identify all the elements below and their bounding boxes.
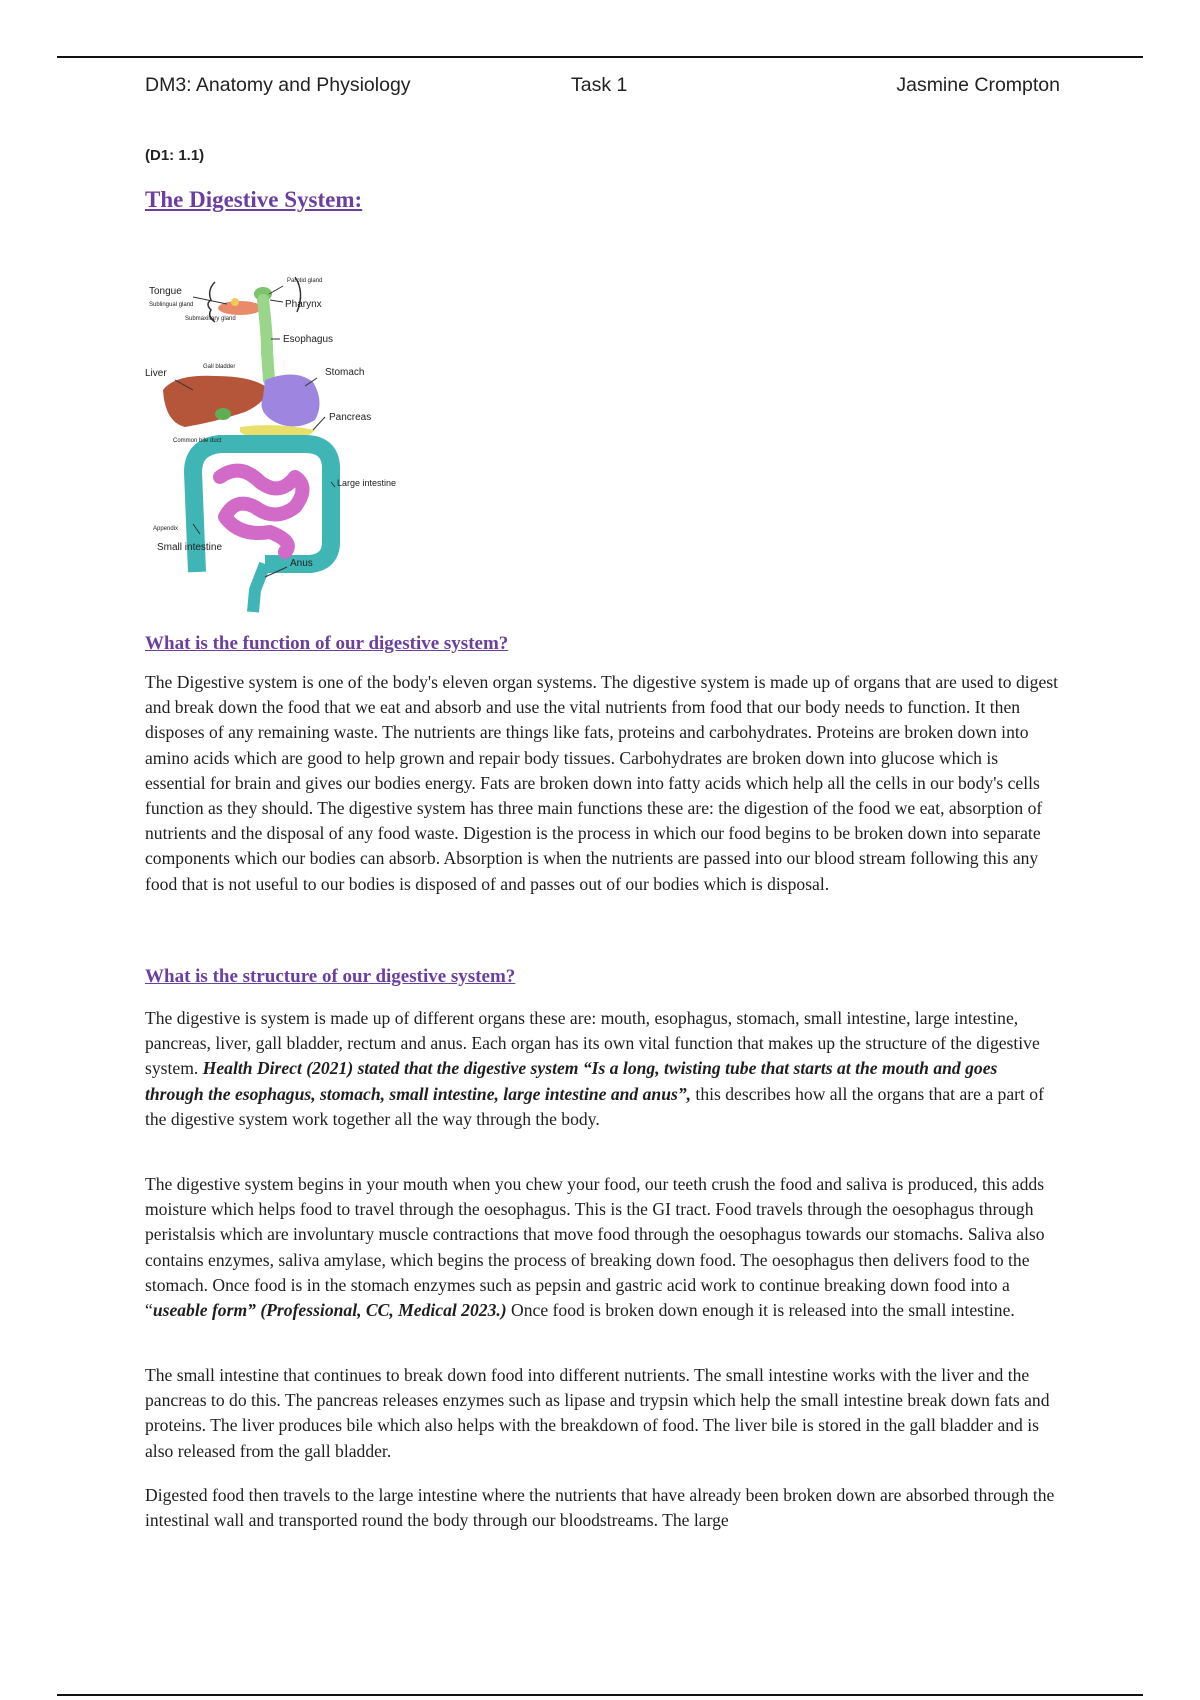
digestive-system-illustration — [145, 272, 415, 617]
label-liver: Liver — [145, 368, 167, 379]
structure-paragraph-2 — [145, 1172, 1060, 1323]
label-gall-bladder: Gall bladder — [203, 364, 236, 370]
header-author: Jasmine Crompton — [896, 74, 1060, 96]
label-pancreas: Pancreas — [329, 412, 372, 423]
header-task: Task 1 — [571, 74, 628, 96]
structure-heading: What is the structure of our digestive system? — [145, 966, 516, 987]
page-title: The Digestive System: — [145, 187, 363, 212]
function-paragraph: The Digestive system is one of the body's eleven organ systems. The digestive system is made up of organs that are used to digest and break down the food that we eat and absorb and use the vital nutrients from food that our body needs to function. It then disposes of any remaining waste. The nutrients are things like fats, proteins and carbohydrates. Proteins are broken down into amino acids which are good to help grown and repair body tissues. Carbohydrates are broken down into glucose which is essential for brain and gives our bodies energy. Fats are broken down into fatty acids which help all the cells in our body's cells function as they should. The digestive system has three main functions these are: the digestion of the food we eat, absorption of nutrients and the disposal of any food waste. Digestion is the process in which our food begins to be broken down into separate components which our bodies can absorb. Absorption is when the nutrients are passed into our blood stream following this any food that is not useful to our bodies is disposed of and passes out of our bodies which is disposal. — [145, 672, 1058, 894]
professional-citation: useable form” (Professional, CC, Medical 2023.) — [152, 1300, 507, 1321]
bottom-rule — [57, 1694, 1143, 1696]
structure-p1-start: The digestive is system is made up of different organs these are: mouth, esophagus, stomach, small intestine, large intestine, pancreas, liver, gall bladder, rectum and anus. Each organ has its own vital function that makes up the structure of the digestive system. — [145, 1008, 1040, 1079]
label-sublingual-gland: Sublingual gland — [149, 302, 194, 308]
label-large-intestine: Large intestine — [337, 478, 397, 488]
label-stomach: Stomach — [325, 367, 365, 378]
structure-p2-start: The digestive system begins in your mouth when you chew your food, our teeth crush the food and saliva is produced, this adds moisture which helps food to travel through the oesophagus. This is the GI tract. Food travels through the oesophagus through peristalsis which are involuntary muscle contractions that move food through the oesophagus towards our stomachs. Saliva also contains enzymes, saliva amylase, which begins the process of breaking down food. The oesophagus then delivers food to the stomach. Once food is in the stomach enzymes such as pepsin and gastric acid work to continue breaking down food into a “ — [145, 1174, 1045, 1321]
structure-paragraph-1 — [145, 1006, 1060, 1132]
function-heading: What is the function of our digestive system? — [145, 633, 509, 654]
structure-paragraph-3: The small intestine that continues to break down food into different nutrients. The small intestine works with the liver and the pancreas to do this. The pancreas releases enzymes such as lipase and trypsin which help the small intestine break down fats and proteins. The liver produces bile which also helps with the breakdown of food. The liver bile is stored in the gall bladder and is also released from the gall bladder. — [145, 1365, 1050, 1461]
label-anus: Anus — [290, 558, 313, 569]
criteria-reference: (D1: 1.1) — [145, 147, 205, 164]
page-header — [145, 74, 1060, 102]
top-rule — [57, 56, 1143, 58]
label-pharynx: Pharynx — [285, 299, 322, 310]
structure-p2-end: Once food is broken down enough it is released into the small intestine. — [506, 1300, 1015, 1321]
label-common-bile-duct: Common bile duct — [173, 438, 222, 444]
label-small-intestine: Small intestine — [157, 542, 223, 553]
health-direct-quote: Health Direct (2021) stated that the digestive system “Is a long, twisting tube that starts at the mouth and goes through the esophagus, stomach, small intestine, large intestine and anus”, — [145, 1058, 998, 1104]
label-submaxillary-gland: Submaxillary gland — [185, 316, 236, 322]
label-appendix: Appendix — [153, 526, 179, 532]
header-course: DM3: Anatomy and Physiology — [145, 74, 411, 96]
label-parotid-gland: Parotid gland — [287, 278, 323, 284]
digestive-system-diagram — [145, 272, 415, 617]
label-tongue: Tongue — [149, 286, 182, 297]
structure-p1-end: this describes how all the organs that are a part of the digestive system work together all the way through the body. — [145, 1083, 1044, 1129]
structure-paragraph-4: Digested food then travels to the large intestine where the nutrients that have already been broken down are absorbed through the intestinal wall and transported round the body through our bloodstreams. The large — [145, 1485, 1055, 1531]
label-esophagus: Esophagus — [283, 334, 334, 345]
